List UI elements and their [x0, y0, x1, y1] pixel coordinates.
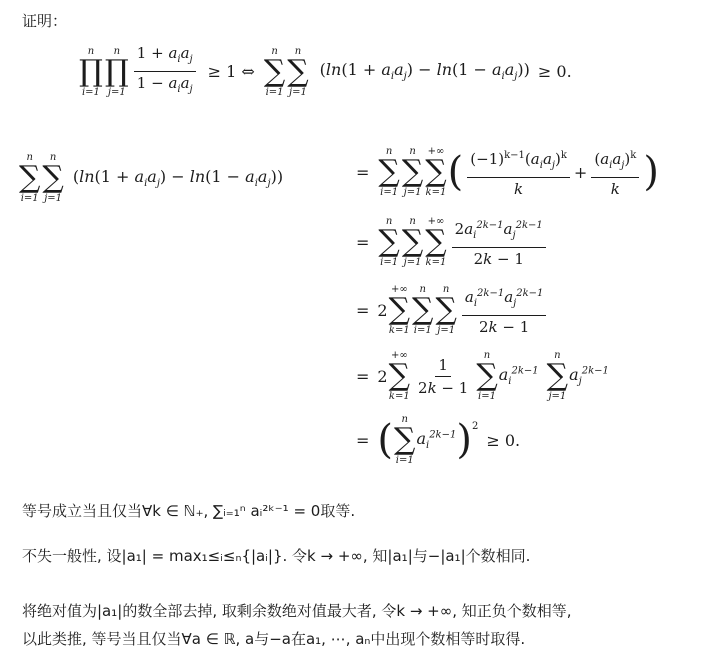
text-line-1: 等号成立当且仅当∀k ∈ ℕ₊, ∑ᵢ₌₁ⁿ aᵢ²ᵏ⁻¹ = 0取等. [22, 502, 356, 520]
equation-1: n ∏ i=1 n ∏ j=1 $\frac{1 + a_ia_j}{1 - a_ia_j}$ ≥ 1 ⇔ n ∑ i=1 n ∑ j=1 $(\ln(1 + a_ia_j) - \ln(1 - a_ia_j))$ ≥ 0. [79, 44, 572, 98]
text-line-2: 不失一般性, 设|a₁| = max₁≤ᵢ≤ₙ{|aᵢ|}. 令k → +∞, 知|a₁|与−|a₁|个数相同. [22, 547, 531, 565]
equation-2-step-1: = n ∑ i=1 n ∑ j=1 +∞ ∑ k=1 ( $\frac{(-1)^{k-1}(a_ia_j)^k}{k}$ + $\frac{(a_ia_j)^k}{k}$ ) [356, 146, 659, 198]
equation-2-step-2: = n ∑ i=1 n ∑ j=1 +∞ ∑ k=1 $\frac{2a_i^{2k-1}a_j^{2k-1}}{2k - 1}$ [348, 216, 550, 268]
product-operator: n ∏ j=1 [104, 45, 129, 98]
fraction: $\frac{1 + a_ia_j}{1 - a_ia_j}$ [134, 44, 196, 99]
proof-label: 证明： [22, 12, 68, 30]
sum-operator: n ∑ i=1 [263, 45, 286, 98]
equation-2-lhs: n ∑ i=1 n ∑ j=1 $(\ln(1 + a_ia_j) - \ln(1 - a_ia_j))$ [19, 152, 284, 204]
product-operator: n ∏ i=1 [79, 45, 103, 98]
text-line-3: 将绝对值为|a₁|的数全部去掉, 取剩余数绝对值最大者, 令k → +∞, 知正负个数相等, [22, 602, 572, 620]
sum-operator: n ∑ j=1 [287, 45, 309, 98]
equation-2-step-4: = 2 +∞ ∑ k=1 $\frac{1}{2k - 1}$ n ∑ i=1 $a_i^{2k-1}$ n ∑ j=1 $a_j^{2k-1}$ [356, 350, 609, 402]
equation-2-step-5: = ( n ∑ i=1 $a_i^{2k-1}$ ) $^2$ ≥ 0. [356, 414, 521, 466]
text-line-4: 以此类推, 等号当且仅当∀a ∈ ℝ, a与−a在a₁, ⋯, aₙ中出现个数相等时取得. [22, 630, 526, 648]
equation-2-step-3: = 2 +∞ ∑ k=1 n ∑ i=1 n ∑ j=1 $\frac{a_i^{2k-1}a_j^{2k-1}}{2k - 1}$ [348, 284, 550, 336]
